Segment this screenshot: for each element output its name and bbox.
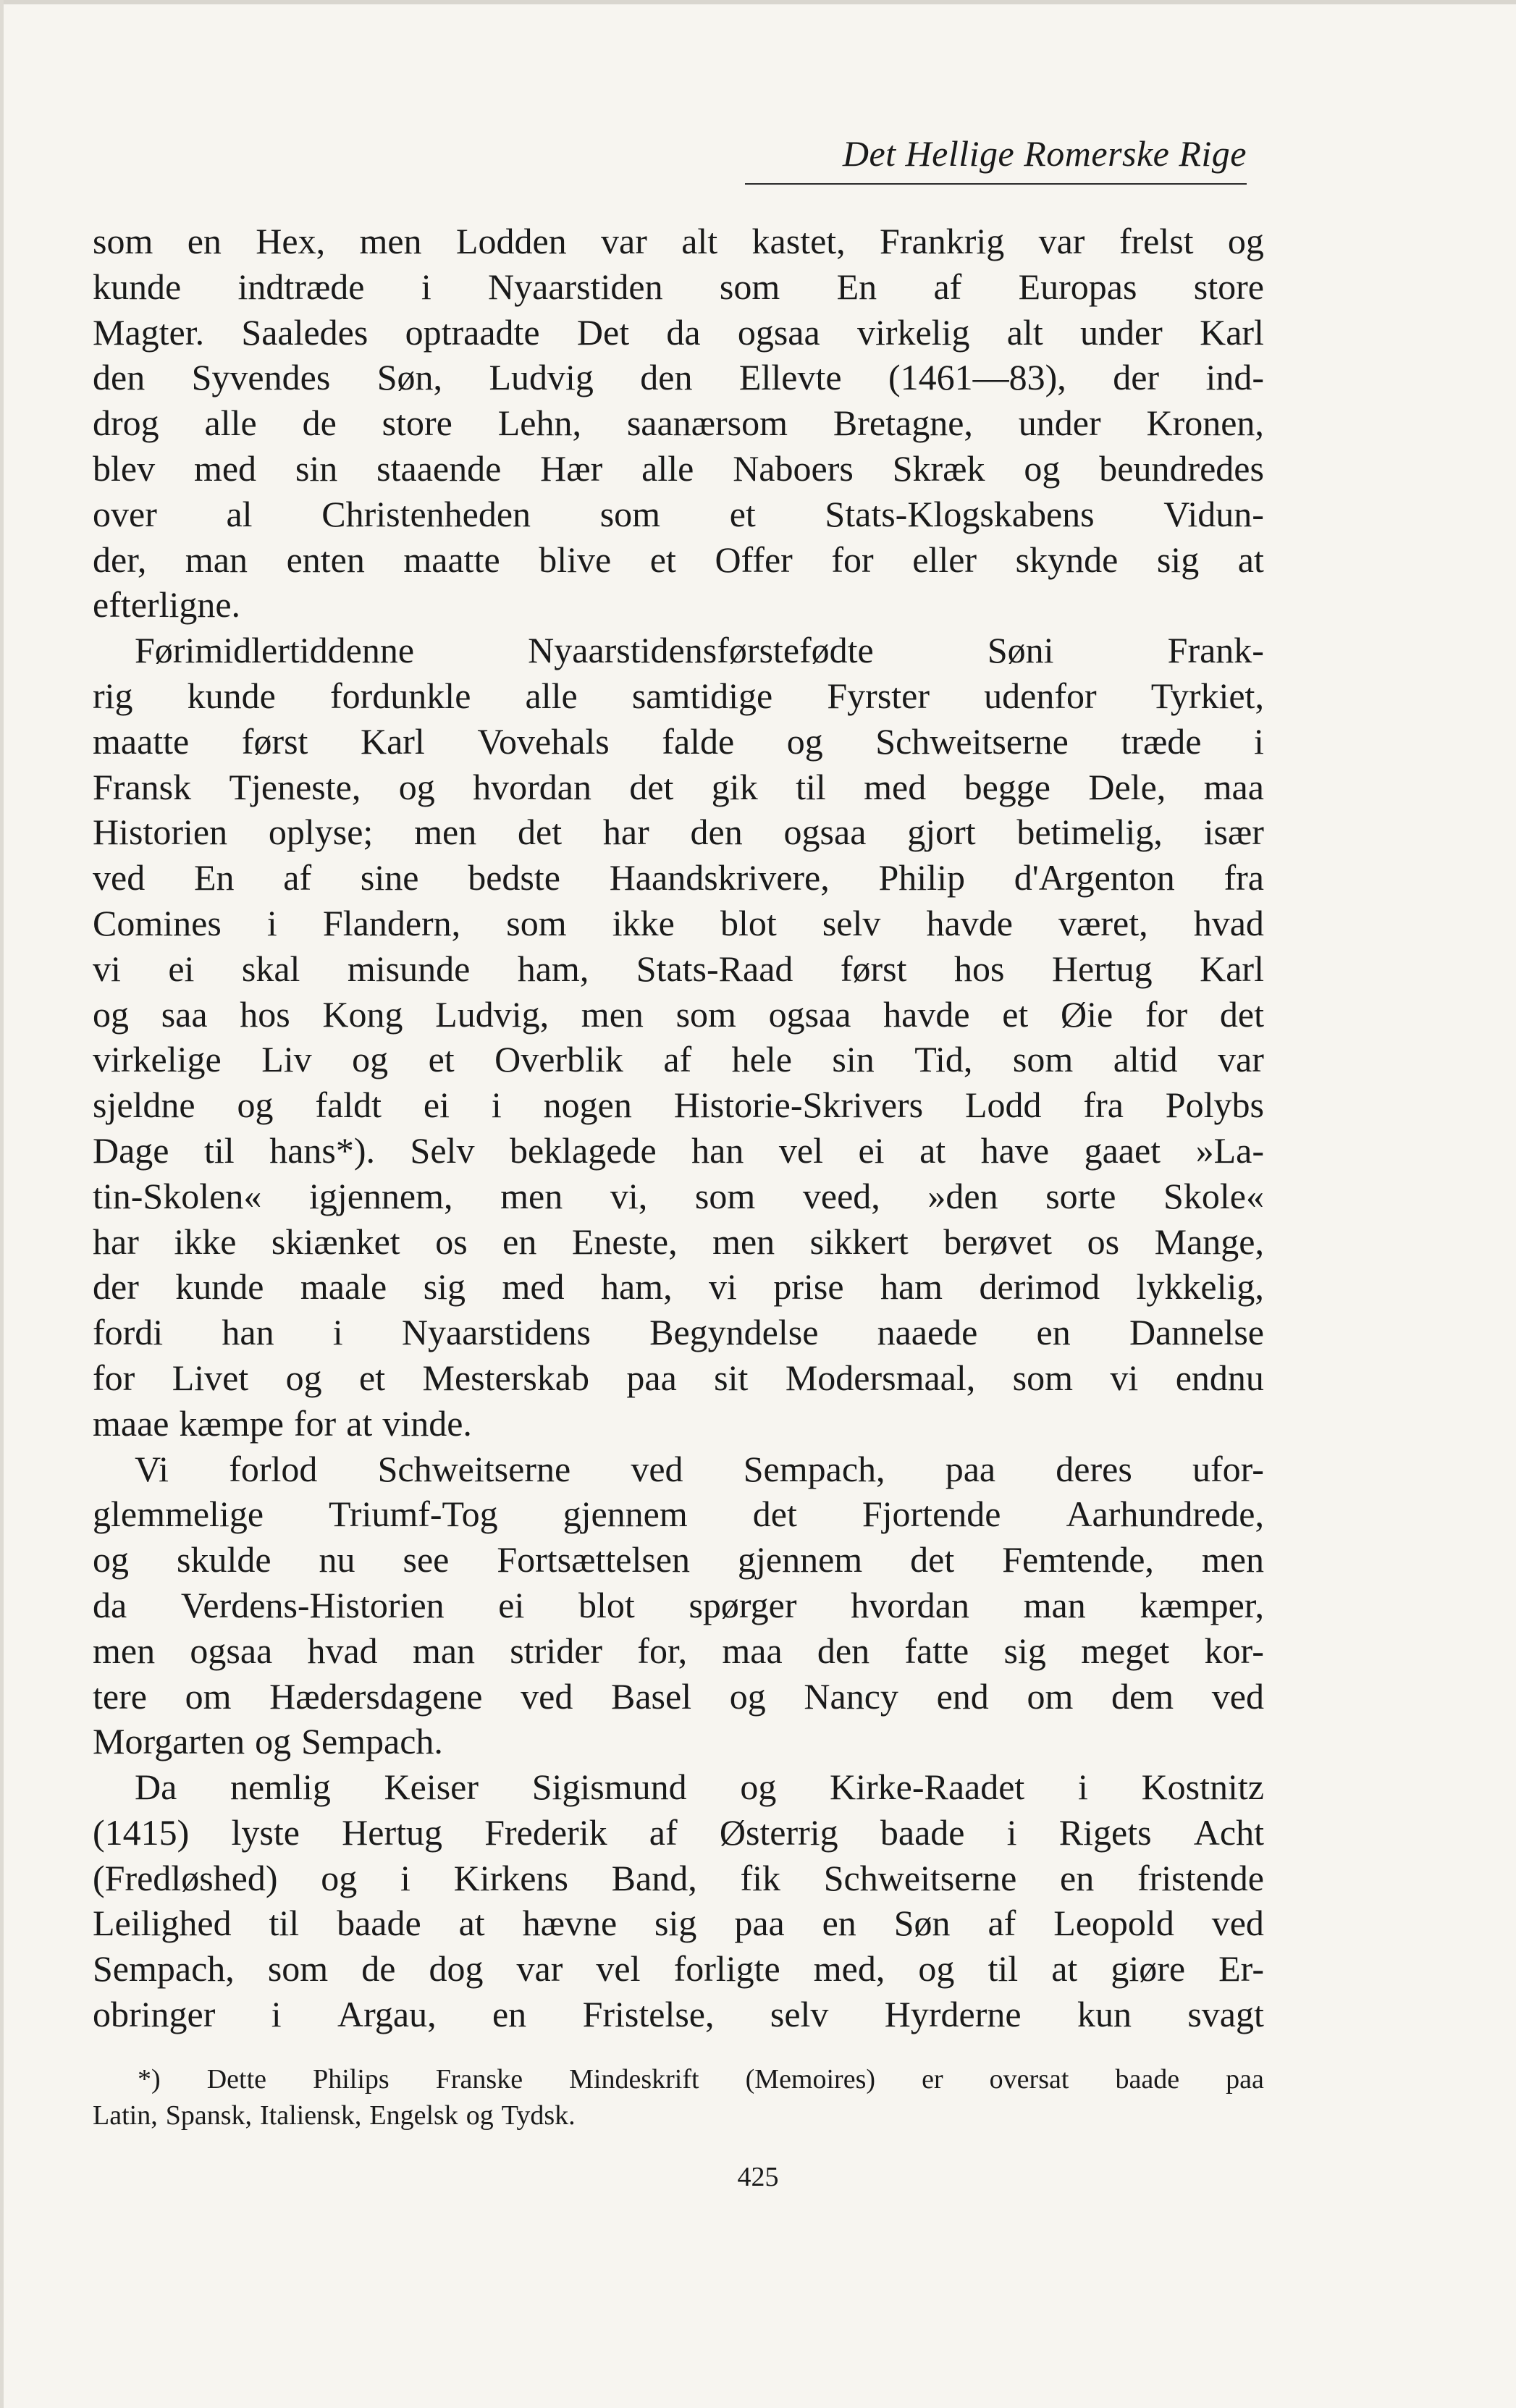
running-head-rule — [745, 183, 1247, 185]
page-number: 425 — [737, 2162, 779, 2192]
running-head: Det Hellige Romerske Rige — [842, 133, 1247, 174]
footnote — [93, 2061, 1264, 2134]
text-line: for Livet og et Mesterskab paa sit Modersmaal, som vi endnu — [93, 1357, 1264, 1398]
text-line: Førimidlertiddenne Nyaarstidensførstefødte Søni Frank- — [135, 630, 1264, 671]
text-line: (1415) lyste Hertug Frederik af Østerrig baade i Rigets Acht — [93, 1811, 1264, 1853]
text-line: Dage til hans*). Selv beklagede han vel ei at have gaaet »La- — [93, 1129, 1264, 1171]
text-line: den Syvendes Søn, Ludvig den Ellevte (1461—83), der ind- — [93, 357, 1264, 398]
text-line: Morgarten og Sempach. — [93, 1721, 443, 1762]
text-line: da Verdens-Historien ei blot spørger hvordan man kæmper, — [93, 1584, 1264, 1625]
text-line: over al Christenheden som et Stats-Klogskabens Vidun- — [93, 493, 1264, 534]
text-line: Comines i Flandern, som ikke blot selv havde været, hvad — [93, 902, 1264, 943]
text-line: maae kæmpe for at vinde. — [93, 1402, 472, 1444]
body-text — [93, 219, 1264, 2037]
text-line: vi ei skal misunde ham, Stats-Raad først hos Hertug Karl — [93, 948, 1264, 989]
scan-edge-left — [0, 0, 4, 2408]
text-line: Sempach, som de dog var vel forligte med, og til at giøre Er- — [93, 1948, 1264, 1990]
text-line: sjeldne og faldt ei i nogen Historie-Skrivers Lodd fra Polybs — [93, 1085, 1264, 1126]
text-line: rig kunde fordunkle alle samtidige Fyrster udenfor Tyrkiet, — [93, 675, 1264, 716]
text-line: Vi forlod Schweitserne ved Sempach, paa deres ufor- — [135, 1448, 1264, 1489]
text-line: fordi han i Nyaarstidens Begyndelse naaede en Dannelse — [93, 1312, 1264, 1353]
text-line: og skulde nu see Fortsættelsen gjennem det Femtende, men — [93, 1539, 1264, 1580]
text-line: obringer i Argau, en Fristelse, selv Hyrderne kun svagt — [93, 1994, 1264, 2035]
text-line: virkelige Liv og et Overblik af hele sin Tid, som altid var — [93, 1039, 1264, 1080]
text-line: men ogsaa hvad man strider for, maa den fatte sig meget kor- — [93, 1630, 1264, 1671]
footnote-line: Latin, Spansk, Italiensk, Engelsk og Tydsk. — [93, 2100, 576, 2131]
text-line: tin-Skolen« igjennem, men vi, som veed, »den sorte Skole« — [93, 1175, 1264, 1216]
text-line: (Fredløshed) og i Kirkens Band, fik Schweitserne en fristende — [93, 1857, 1264, 1898]
footnote-line: *) Dette Philips Franske Mindeskrift (Memoires) er oversat baade paa — [138, 2064, 1264, 2095]
text-line: blev med sin staaende Hær alle Naboers Skræk og beundredes — [93, 447, 1264, 489]
text-line: efterligne. — [93, 584, 241, 626]
text-line: har ikke skiænket os en Eneste, men sikkert berøvet os Mange, — [93, 1221, 1264, 1262]
text-line: der kunde maale sig med ham, vi prise ham derimod lykkelig, — [93, 1266, 1264, 1308]
text-line: glemmelige Triumf-Tog gjennem det Fjortende Aarhundrede, — [93, 1494, 1264, 1535]
text-line: kunde indtræde i Nyaarstiden som En af Europas store — [93, 266, 1264, 307]
text-line: tere om Hædersdagene ved Basel og Nancy end om dem ved — [93, 1675, 1264, 1717]
text-line: som en Hex, men Lodden var alt kastet, Frankrig var frelst og — [93, 221, 1264, 261]
text-line: Magter. Saaledes optraadte Det da ogsaa virkelig alt under Karl — [93, 311, 1264, 353]
text-line: Historien oplyse; men det har den ogsaa gjort betimelig, især — [93, 812, 1264, 853]
text-line: Fransk Tjeneste, og hvordan det gik til med begge Dele, maa — [93, 766, 1264, 807]
text-line: og saa hos Kong Ludvig, men som ogsaa havde et Øie for det — [93, 993, 1264, 1035]
text-line: Leilighed til baade at hævne sig paa en Søn af Leopold ved — [93, 1903, 1264, 1944]
text-line: Da nemlig Keiser Sigismund og Kirke-Raadet i Kostnitz — [135, 1767, 1264, 1808]
text-line: ved En af sine bedste Haandskrivere, Philip d'Argenton fra — [93, 857, 1264, 898]
text-line: drog alle de store Lehn, saanærsom Bretagne, under Kronen, — [93, 403, 1264, 444]
scan-edge-top — [0, 0, 1516, 4]
text-line: der, man enten maatte blive et Offer for eller skynde sig at — [93, 539, 1264, 580]
text-line: maatte først Karl Vovehals falde og Schweitserne træde i — [93, 720, 1264, 762]
